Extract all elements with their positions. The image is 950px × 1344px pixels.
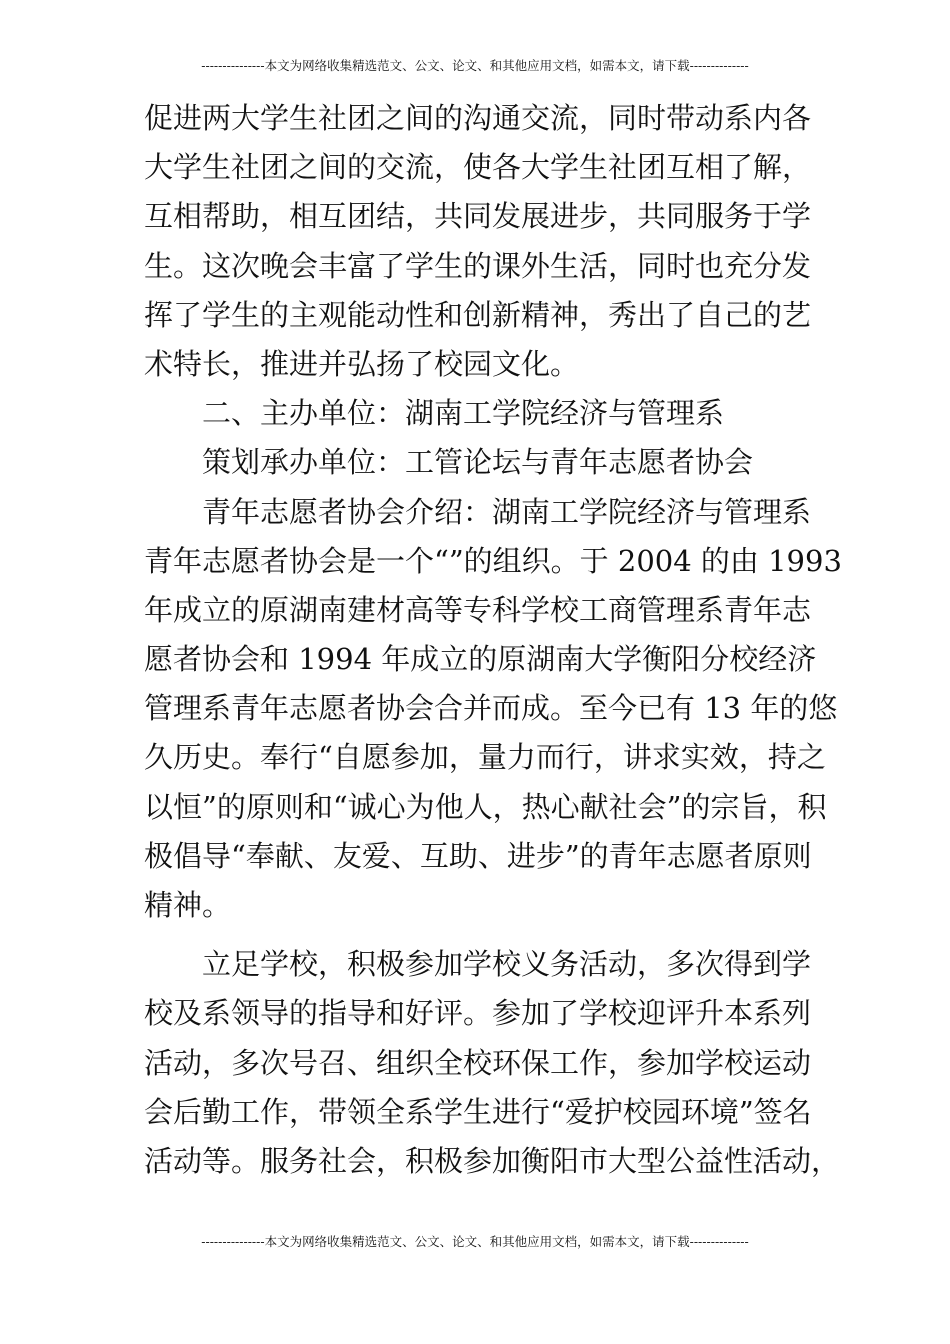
paragraph-spacer xyxy=(144,930,824,940)
text-line: 以恒”的原则和“诚心为他人，热心献社会”的宗旨，积 xyxy=(144,789,827,824)
paragraph-activities xyxy=(144,940,841,1186)
organizer-line: 二、主办单位：湖南工学院经济与管理系 xyxy=(202,396,725,431)
text-line: 挥了学生的主观能动性和创新精神，秀出了自己的艺 xyxy=(144,297,812,332)
text-line: 校及系领导的指导和好评。参加了学校迎评升本系列 xyxy=(144,996,812,1031)
text-line: 极倡导“奉献、友爱、互助、进步”的青年志愿者原则 xyxy=(144,838,812,873)
text-line: 青年志愿者协会是一个“”的组织。于 2004 的由 1993 xyxy=(144,543,842,578)
page-footer: ---------------本文为网络收集精选范文、公文、论文、和其他应用文档，如需本文，请下载-------------- xyxy=(201,1234,749,1249)
text-line: 活动等。服务社会，积极参加衡阳市大型公益性活动， xyxy=(144,1143,841,1178)
text-line: 促进两大学生社团之间的沟通交流，同时带动系内各 xyxy=(144,101,812,135)
document-body xyxy=(144,94,842,1186)
paragraph-volunteer-association xyxy=(144,488,842,931)
text-line: 年成立的原湖南建材高等专科学校工商管理系青年志 xyxy=(144,592,812,627)
text-line: 管理系青年志愿者协会合并而成。至今已有 13 年的悠 xyxy=(144,691,838,726)
text-line: 会后勤工作，带领全系学生进行“爱护校园环境”签名 xyxy=(144,1094,812,1129)
co-organizer-line: 策划承办单位：工管论坛与青年志愿者协会 xyxy=(202,445,754,480)
text-line: 精神。 xyxy=(144,888,232,922)
text-line: 久历史。奉行“自愿参加，量力而行，讲求实效，持之 xyxy=(144,740,826,775)
text-line: 生。这次晚会丰富了学生的课外生活，同时也充分发 xyxy=(144,248,812,283)
text-line: 术特长，推进并弘扬了校园文化。 xyxy=(144,346,580,381)
paragraph-campus-culture xyxy=(144,94,824,389)
text-line: 互相帮助，相互团结，共同发展进步，共同服务于学 xyxy=(144,199,812,234)
page-header: ---------------本文为网络收集精选范文、公文、论文、和其他应用文档，如需本文，请下载-------------- xyxy=(201,58,749,73)
text-line: 青年志愿者协会介绍：湖南工学院经济与管理系 xyxy=(202,494,812,529)
text-line: 大学生社团之间的交流，使各大学生社团互相了解， xyxy=(144,150,812,185)
text-line: 活动，多次号召、组织全校环保工作，参加学校运动 xyxy=(144,1045,812,1080)
text-line: 愿者协会和 1994 年成立的原湖南大学衡阳分校经济 xyxy=(144,642,817,677)
text-line: 立足学校，积极参加学校义务活动，多次得到学 xyxy=(202,947,812,982)
